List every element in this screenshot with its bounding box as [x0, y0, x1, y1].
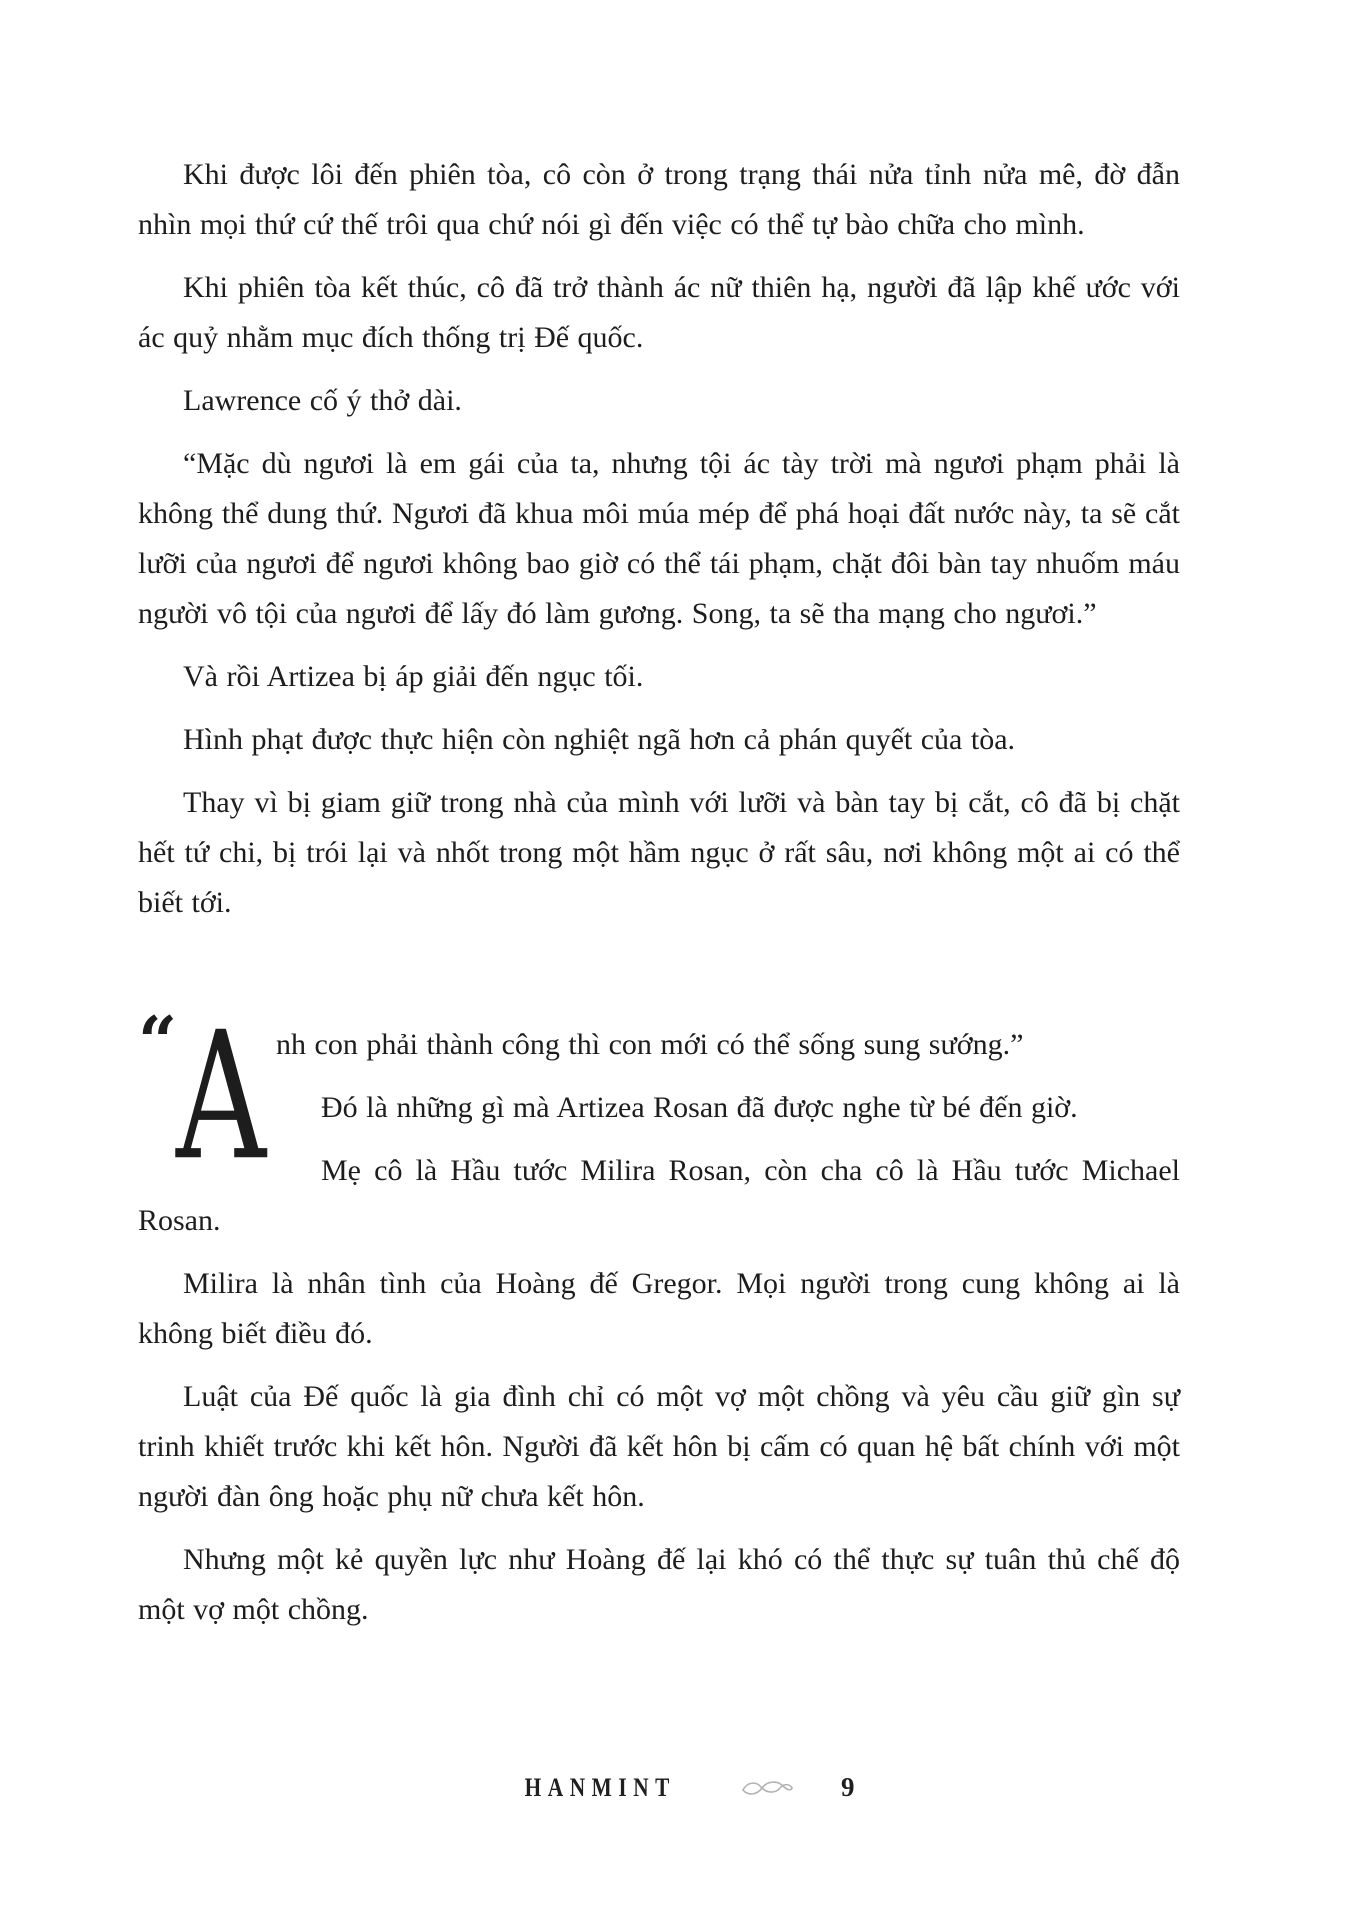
paragraph: Và rồi Artizea bị áp giải đến ngục tối. — [183, 660, 644, 693]
drop-cap-letter: A — [176, 993, 267, 1200]
publisher-brand: HANMINT — [525, 1772, 677, 1802]
paragraph: Khi được lôi đến phiên tòa, cô còn ở trong trạng thái nửa tỉnh nửa mê, đờ đẫn nhìn mọi thứ cứ thế trôi qua chứ nói gì đến việc có thể tự bào chữa cho mình. — [138, 158, 1180, 241]
page-footer — [0, 1772, 1363, 1803]
section-childhood-narrative — [138, 993, 1180, 1635]
paragraph: Luật của Đế quốc là gia đình chỉ có một vợ một chồng và yêu cầu giữ gìn sự trinh khiết trước khi kết hôn. Người đã kết hôn bị cấm có quan hệ bất chính với một người đàn ông hoặc phụ nữ chưa kết hôn. — [138, 1380, 1180, 1513]
page-body — [138, 150, 1180, 1648]
page-number: 9 — [841, 1772, 855, 1802]
drop-cap — [138, 993, 267, 1200]
paragraph: Khi phiên tòa kết thúc, cô đã trở thành ác nữ thiên hạ, người đã lập khế ước với ác quỷ nhằm mục đích thống trị Đế quốc. — [138, 271, 1180, 354]
paragraph-dropcap-continuation: nh con phải thành công thì con mới có thể sống sung sướng.” — [276, 1028, 1024, 1061]
open-quote-mark: “ — [138, 1002, 178, 1082]
paragraph: Lawrence cố ý thở dài. — [183, 384, 462, 417]
paragraph: Nhưng một kẻ quyền lực như Hoàng đế lại khó có thể thực sự tuân thủ chế độ một vợ một chồng. — [138, 1543, 1180, 1626]
paragraph: Hình phạt được thực hiện còn nghiệt ngã hơn cả phán quyết của tòa. — [183, 723, 1016, 756]
section-trial-narrative — [138, 150, 1180, 928]
paragraph: Milira là nhân tình của Hoàng đế Gregor. Mọi người trong cung không ai là không biết điều đó. — [138, 1267, 1180, 1350]
paragraph: Thay vì bị giam giữ trong nhà của mình với lưỡi và bàn tay bị cắt, cô đã bị chặt hết tứ chi, bị trói lại và nhốt trong một hầm ngục ở rất sâu, nơi không một ai có thể biết tới. — [138, 786, 1180, 919]
paragraph: Đó là những gì mà Artizea Rosan đã được nghe từ bé đến giờ. — [321, 1091, 1078, 1124]
infinity-swash-icon — [739, 1775, 795, 1801]
paragraph: Mẹ cô là Hầu tước Milira Rosan, còn cha cô là Hầu tước Michael Rosan. — [138, 1154, 1180, 1237]
section-2-paragraphs — [138, 1083, 1180, 1635]
paragraph: “Mặc dù ngươi là em gái của ta, nhưng tội ác tày trời mà ngươi phạm phải là không thể dung thứ. Ngươi đã khua môi múa mép để phá hoại đất nước này, ta sẽ cắt lưỡi của ngươi để ngươi không bao giờ có thể tái phạm, chặt đôi bàn tay nhuốm máu người vô tội của ngươi để lấy đó làm gương. Song, ta sẽ tha mạng cho ngươi.” — [138, 447, 1180, 630]
